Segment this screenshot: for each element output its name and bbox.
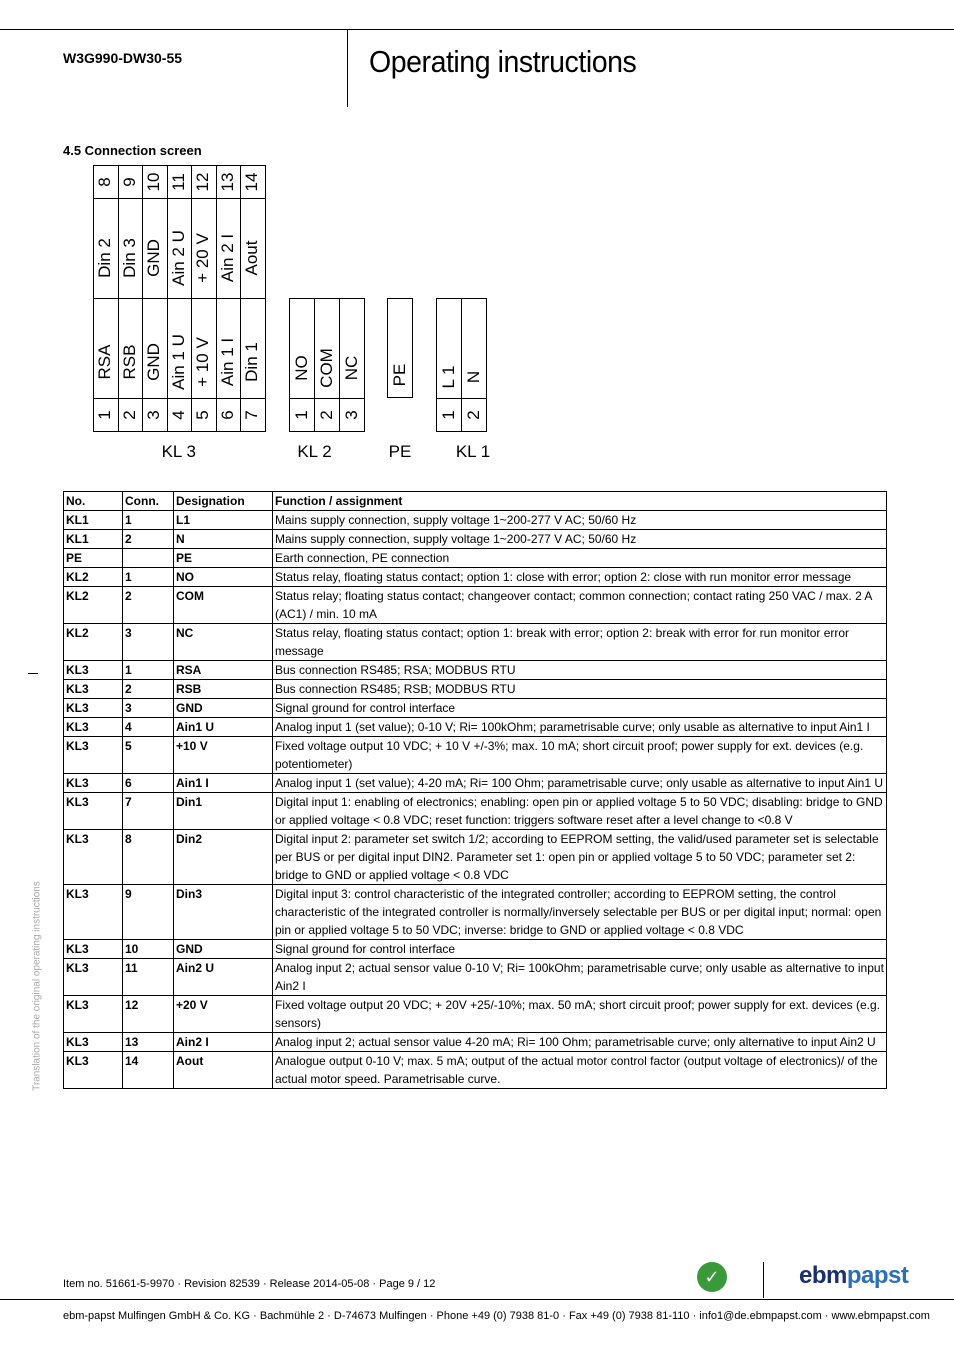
table-row [64, 568, 887, 587]
cell-no: PE [64, 549, 123, 568]
kl3-terminal-number: 13 [217, 172, 237, 192]
cell-designation: RSA [174, 661, 273, 680]
table-row [64, 1033, 887, 1052]
kl3-terminal-number: 7 [242, 410, 262, 420]
kl3-bottom-number-divider [93, 398, 265, 399]
kl3-terminal-number: 4 [168, 410, 188, 420]
table-row [64, 661, 887, 680]
kl1-terminal-name: N [463, 370, 483, 384]
cell-function: Status relay, floating status contact; option 1: close with error; option 2: close with run monitor error message [273, 568, 887, 587]
cell-no: KL3 [64, 959, 123, 996]
cell-conn: 4 [123, 718, 174, 737]
kl3-terminal-name: GND [144, 343, 164, 381]
cell-function: Bus connection RS485; RSB; MODBUS RTU [273, 680, 887, 699]
kl3-terminal-name: GND [144, 239, 164, 277]
kl2-terminal-number: 2 [316, 410, 336, 420]
table-row [64, 885, 887, 940]
cell-no: KL3 [64, 774, 123, 793]
table-row [64, 1052, 887, 1089]
section-title: 4.5 Connection screen [63, 143, 202, 158]
kl1-terminal-name: L 1 [438, 365, 458, 389]
kl3-terminal-number: 3 [144, 410, 164, 420]
kl3-terminal-name: Din 2 [95, 238, 115, 278]
cell-function: Fixed voltage output 20 VDC; + 20V +25/-10%; max. 50 mA; short circuit proof; power supply for ext. devices (e.g. sensors) [273, 996, 887, 1033]
connection-diagram [0, 0, 954, 480]
kl3-terminal-number: 14 [242, 172, 262, 192]
kl3-terminal-number: 12 [193, 172, 213, 192]
kl3-terminal-number: 2 [119, 410, 139, 420]
cell-conn: 2 [123, 530, 174, 549]
cell-designation: COM [174, 587, 273, 624]
cell-no: KL3 [64, 793, 123, 830]
cell-no: KL1 [64, 511, 123, 530]
cell-designation: PE [174, 549, 273, 568]
cell-function: Digital input 1: enabling of electronics; enabling: open pin or applied voltage 5 to 50 VDC; disabling: bridge to GND or applied voltage < 0.8 VDC; reset function: triggers software reset after a level change to <0.8 V [273, 793, 887, 830]
table-row [64, 624, 887, 661]
cell-conn: 6 [123, 774, 174, 793]
cell-designation: +10 V [174, 737, 273, 774]
table-row [64, 959, 887, 996]
cell-function: Signal ground for control interface [273, 699, 887, 718]
cell-no: KL3 [64, 737, 123, 774]
table-row [64, 511, 887, 530]
cell-function: Mains supply connection, supply voltage 1~200-277 V AC; 50/60 Hz [273, 530, 887, 549]
cell-no: KL3 [64, 718, 123, 737]
cell-conn: 3 [123, 699, 174, 718]
cell-no: KL2 [64, 587, 123, 624]
table-row [64, 699, 887, 718]
kl3-terminal-number: 8 [95, 177, 115, 187]
kl3-terminal-number: 10 [144, 172, 164, 192]
kl3-terminal-name: Din 1 [242, 342, 262, 382]
kl3-column-divider [167, 165, 168, 432]
header-conn: Conn. [123, 492, 174, 511]
company-logo: ebmpapst [799, 1262, 909, 1289]
cell-no: KL3 [64, 996, 123, 1033]
table-row [64, 737, 887, 774]
kl1-label: KL 1 [455, 442, 491, 461]
kl2-column-divider [314, 298, 315, 432]
model-number: W3G990-DW30-55 [63, 50, 183, 66]
kl3-column-divider [240, 165, 241, 432]
side-note: Translation of the original operating instructions [31, 881, 43, 1091]
cell-designation: Ain1 U [174, 718, 273, 737]
pe-terminal-name: PE [390, 363, 409, 387]
cell-no: KL3 [64, 885, 123, 940]
table-row [64, 793, 887, 830]
kl3-column-divider [118, 165, 119, 432]
kl1-column-divider [461, 298, 462, 432]
kl3-terminal-name: Ain 1 U [168, 334, 188, 390]
kl3-terminal-number: 5 [193, 410, 213, 420]
cell-conn: 14 [123, 1052, 174, 1089]
cell-designation: GND [174, 940, 273, 959]
cell-function: Analog input 1 (set value); 4-20 mA; Ri= 100 Ohm; parametrisable curve; only usable as alternative to input Ain1 U [273, 774, 887, 793]
kl3-terminal-number: 6 [217, 410, 237, 420]
table-row [64, 774, 887, 793]
cell-no: KL3 [64, 830, 123, 885]
footer-logo-divider [763, 1262, 764, 1298]
kl1-terminal-number: 1 [438, 410, 458, 420]
table-row [64, 587, 887, 624]
table-row [64, 940, 887, 959]
cell-designation: +20 V [174, 996, 273, 1033]
kl3-column-divider [216, 165, 217, 432]
cell-conn: 1 [123, 568, 174, 587]
cell-designation: NO [174, 568, 273, 587]
cell-no: KL3 [64, 1052, 123, 1089]
cell-function: Bus connection RS485; RSA; MODBUS RTU [273, 661, 887, 680]
kl3-label: KL 3 [161, 442, 196, 461]
kl3-terminal-name: + 10 V [193, 337, 213, 387]
cell-no: KL3 [64, 699, 123, 718]
kl3-terminal-name: + 20 V [193, 233, 213, 283]
cell-function: Status relay, floating status contact; option 1: break with error; option 2: break with error for run monitor error message [273, 624, 887, 661]
cell-designation: RSB [174, 680, 273, 699]
cell-function: Analog input 2; actual sensor value 4-20 mA; Ri= 100 Ohm; parametrisable curve; only alternative to input Ain2 U [273, 1033, 887, 1052]
kl3-terminal-number: 11 [168, 173, 188, 191]
document-title: Operating instructions [369, 44, 637, 79]
kl2-label: KL 2 [297, 442, 332, 461]
pe-label: PE [388, 442, 412, 461]
cell-conn [123, 549, 174, 568]
kl2-number-divider [289, 398, 364, 399]
cell-conn: 13 [123, 1033, 174, 1052]
cell-designation: N [174, 530, 273, 549]
cell-designation: Aout [174, 1052, 273, 1089]
kl3-terminal-name: RSB [119, 344, 139, 380]
kl3-terminal-name: Din 3 [119, 238, 139, 278]
table-header-row [64, 492, 887, 511]
cell-conn: 8 [123, 830, 174, 885]
kl3-column-divider [142, 165, 143, 432]
header-no: No. [64, 492, 123, 511]
cell-conn: 1 [123, 661, 174, 680]
table-row [64, 549, 887, 568]
cell-no: KL3 [64, 1033, 123, 1052]
cell-conn: 11 [123, 959, 174, 996]
company-address: ebm-papst Mulfingen GmbH & Co. KG · Bachmühle 2 · D-74673 Mulfingen · Phone +49 (0) 7938 81-0 · Fax +49 (0) 7938 81-110 · info1@de.ebmpapst.com · www.ebmpapst.com [63, 1310, 930, 1322]
kl3-terminal-name: Ain 1 I [217, 337, 237, 387]
table-row [64, 530, 887, 549]
cell-designation: Ain2 U [174, 959, 273, 996]
kl2-column-divider [339, 298, 340, 432]
cell-conn: 10 [123, 940, 174, 959]
kl2-terminal-name: COM [316, 348, 336, 388]
connection-table [63, 491, 887, 1089]
kl2-terminal-number: 1 [291, 410, 311, 420]
table-row [64, 718, 887, 737]
cell-function: Mains supply connection, supply voltage 1~200-277 V AC; 50/60 Hz [273, 511, 887, 530]
cell-designation: Ain1 I [174, 774, 273, 793]
kl1-terminal-number: 2 [463, 410, 483, 420]
cell-conn: 3 [123, 624, 174, 661]
footer-rule [0, 1299, 954, 1300]
cell-no: KL3 [64, 661, 123, 680]
cell-designation: Din3 [174, 885, 273, 940]
cell-conn: 7 [123, 793, 174, 830]
cell-designation: NC [174, 624, 273, 661]
kl3-terminal-name: Ain 2 I [217, 233, 237, 283]
cell-no: KL1 [64, 530, 123, 549]
cell-function: Digital input 2: parameter set switch 1/2; according to EEPROM setting, the valid/used parameter set is selectable per BUS or per digital input DIN2. Parameter set 1: open pin or applied voltage 5 to 50 VDC; parameter set 2: bridge to GND or applied voltage < 0.8 VDC [273, 830, 887, 885]
header-function: Function / assignment [273, 492, 887, 511]
cell-designation: L1 [174, 511, 273, 530]
green-tech-check-icon: ✓ [697, 1262, 727, 1292]
kl3-terminal-name: Aout [242, 240, 262, 276]
table-row [64, 680, 887, 699]
kl2-terminal-name: NC [341, 355, 361, 381]
cell-no: KL2 [64, 624, 123, 661]
kl3-terminal-number: 1 [95, 410, 115, 420]
cell-function: Digital input 3: control characteristic of the integrated controller; according to EEPROM setting, the control characteristic of the integrated controller is normally/inversely selectable per BUS or per digital input; normal: open pin or applied voltage 5 to 50 VDC; inverse: bridge to GND or applied voltage < 0.8 VDC [273, 885, 887, 940]
cell-conn: 5 [123, 737, 174, 774]
cell-function: Signal ground for control interface [273, 940, 887, 959]
kl3-terminal-name: RSA [95, 344, 115, 380]
item-info: Item no. 51661-5-9970 · Revision 82539 · Release 2014-05-08 · Page 9 / 12 [63, 1278, 436, 1290]
cell-function: Status relay; floating status contact; changeover contact; common connection; contact rating 250 VAC / max. 2 A (AC1) / min. 10 mA [273, 587, 887, 624]
cell-designation: Din1 [174, 793, 273, 830]
cell-function: Earth connection, PE connection [273, 549, 887, 568]
table-row [64, 996, 887, 1033]
cell-no: KL2 [64, 568, 123, 587]
kl3-column-divider [191, 165, 192, 432]
cell-conn: 12 [123, 996, 174, 1033]
kl2-terminal-name: NO [291, 355, 311, 381]
side-tick [28, 673, 38, 674]
cell-designation: Ain2 I [174, 1033, 273, 1052]
cell-designation: GND [174, 699, 273, 718]
kl3-top-number-divider [93, 198, 265, 199]
kl3-terminal-name: Ain 2 U [168, 230, 188, 286]
cell-conn: 1 [123, 511, 174, 530]
cell-conn: 9 [123, 885, 174, 940]
cell-conn: 2 [123, 680, 174, 699]
cell-function: Analogue output 0-10 V; max. 5 mA; output of the actual motor control factor (output voltage of electronics)/ of the actual motor speed. Parametrisable curve. [273, 1052, 887, 1089]
cell-function: Analog input 1 (set value); 0-10 V; Ri= 100kOhm; parametrisable curve; only usable as alternative to input Ain1 I [273, 718, 887, 737]
cell-conn: 2 [123, 587, 174, 624]
cell-no: KL3 [64, 940, 123, 959]
cell-designation: Din2 [174, 830, 273, 885]
kl2-terminal-number: 3 [341, 410, 361, 420]
cell-function: Analog input 2; actual sensor value 0-10 V; Ri= 100kOhm; parametrisable curve; only usable as alternative to input Ain2 I [273, 959, 887, 996]
table-row [64, 830, 887, 885]
cell-no: KL3 [64, 680, 123, 699]
header-designation: Designation [174, 492, 273, 511]
kl3-terminal-number: 9 [119, 177, 139, 187]
cell-function: Fixed voltage output 10 VDC; + 10 V +/-3%; max. 10 mA; short circuit proof; power supply for ext. devices (e.g. potentiometer) [273, 737, 887, 774]
